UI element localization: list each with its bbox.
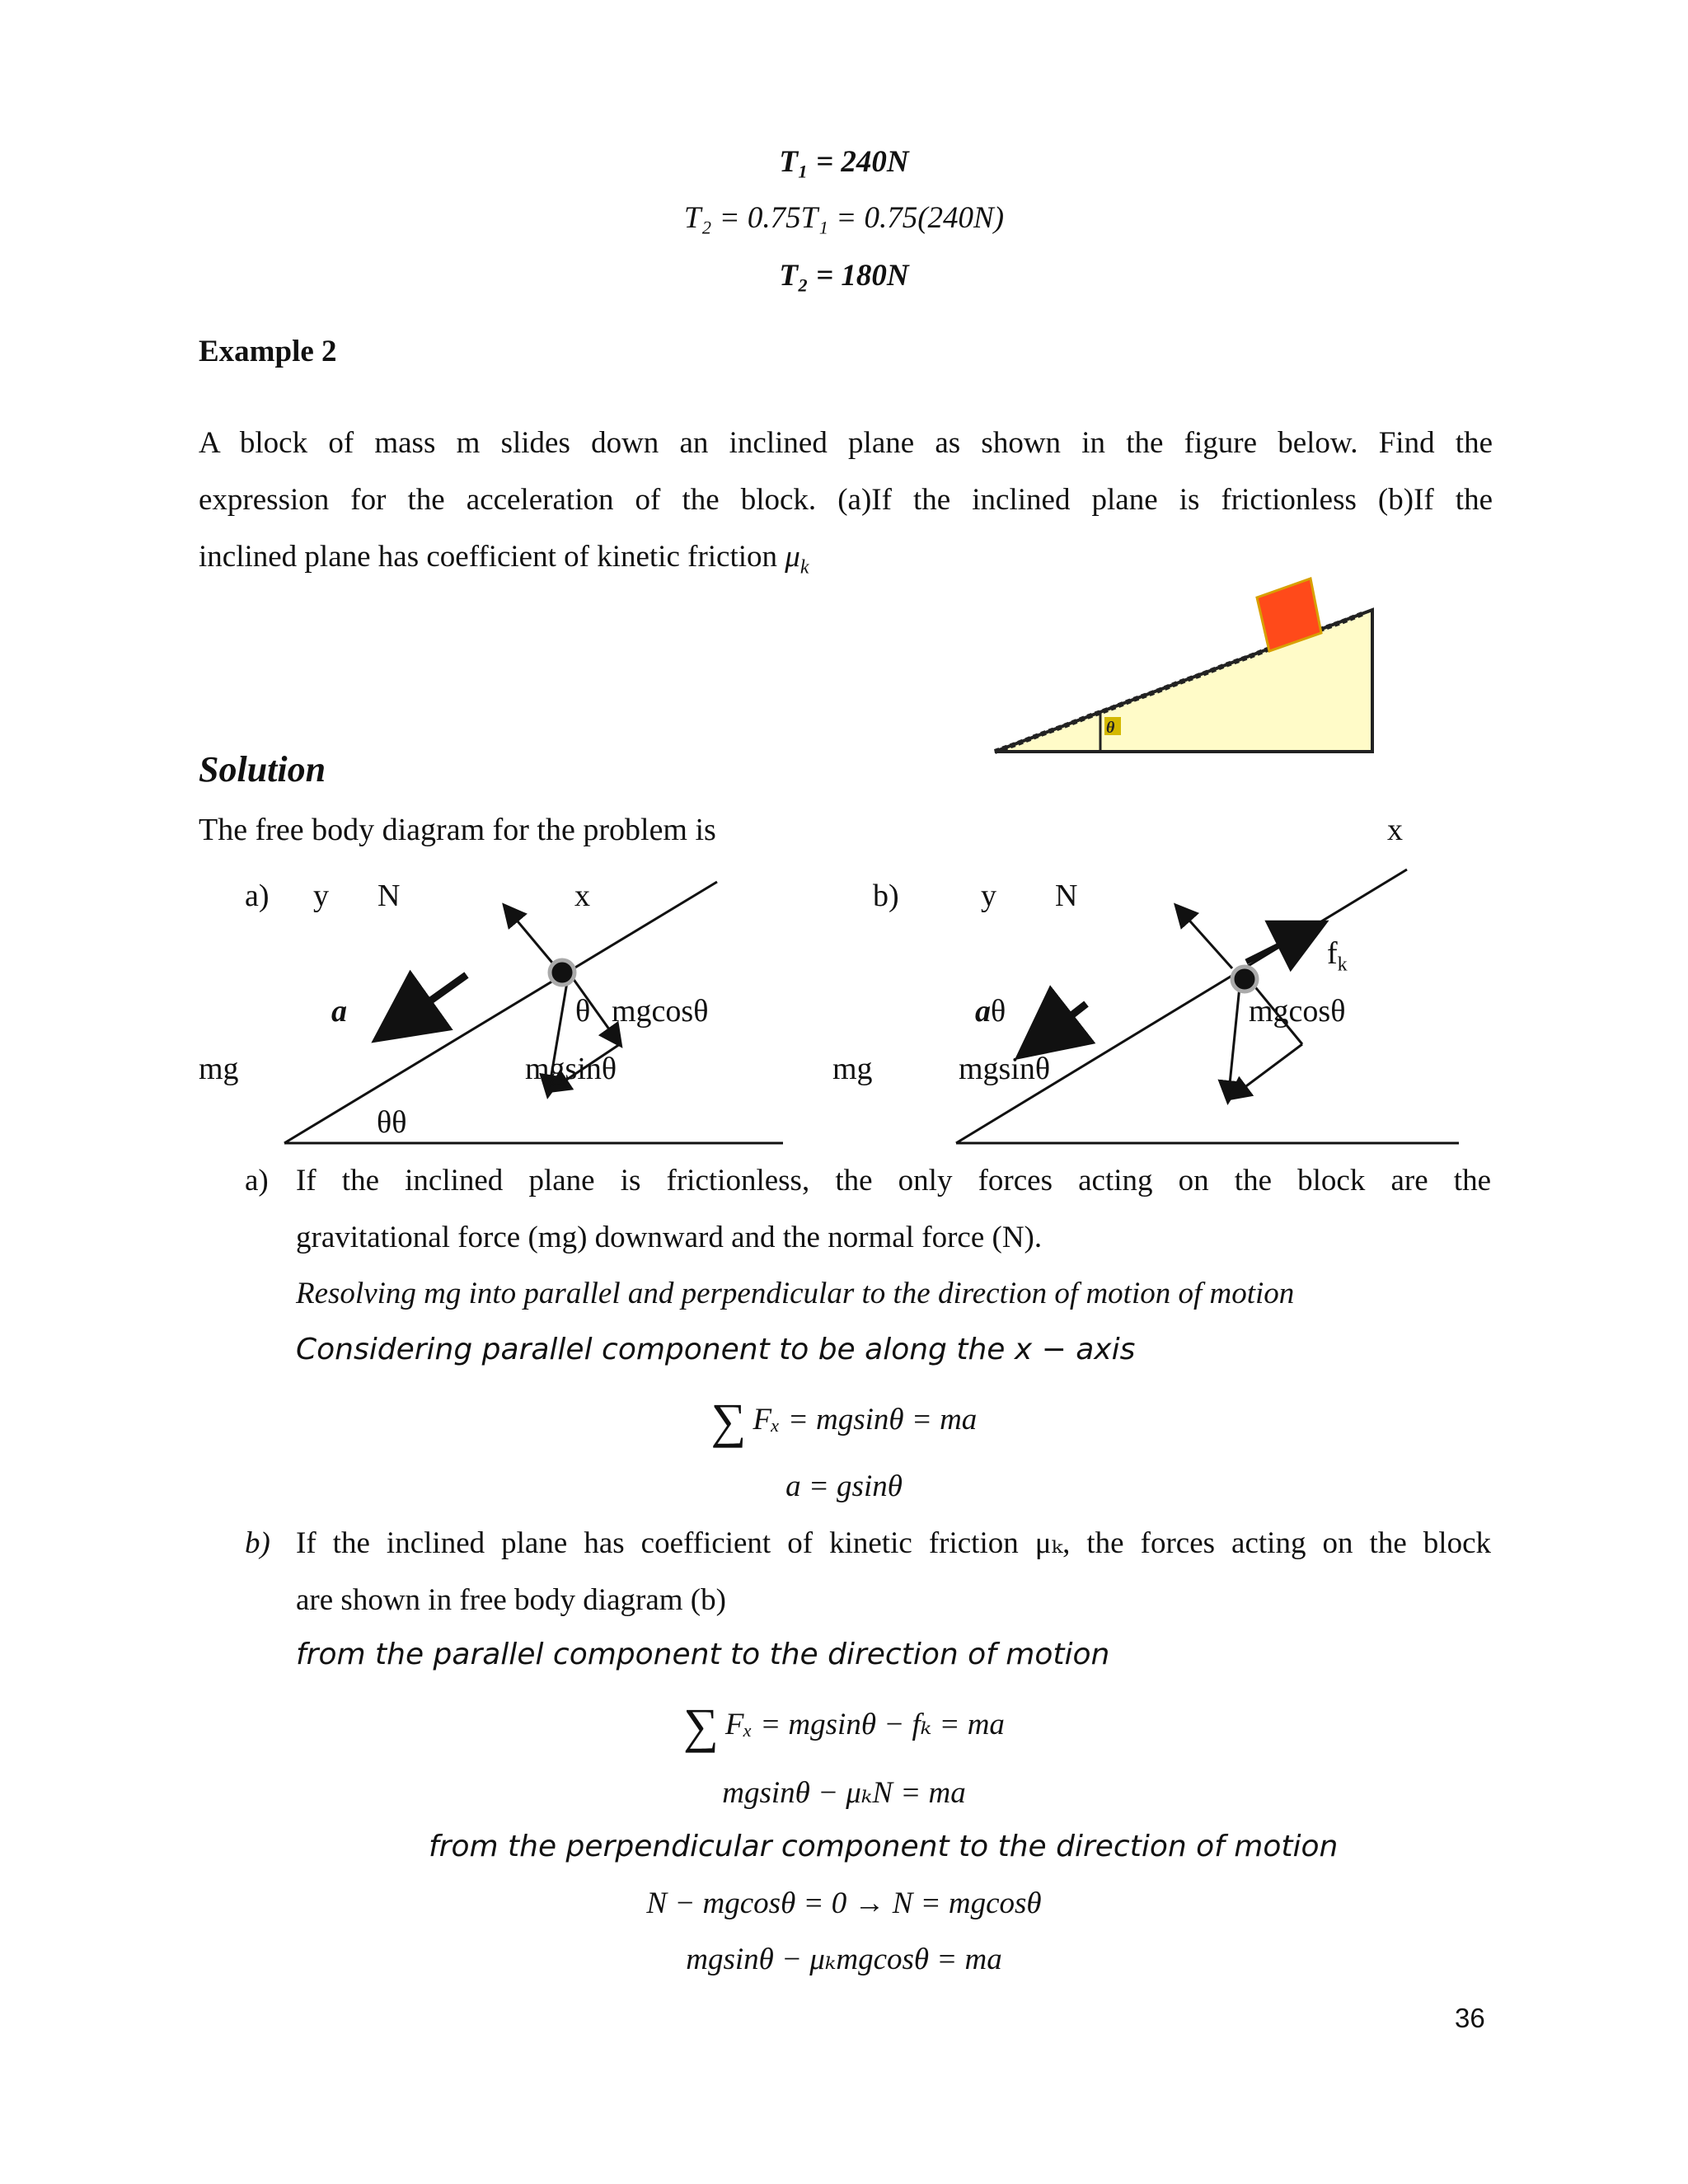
part-b-body [296, 1515, 1491, 1629]
fbd-b-marker: b) [873, 879, 899, 913]
fbd-a-acceleration-label: a [331, 994, 347, 1029]
part-b-equation-2: mgsinθ − μₖN = ma [722, 1776, 966, 1810]
fbd-b-friction-symbol: f [1327, 936, 1338, 971]
sigma-b: ∑ [683, 1699, 719, 1753]
fbd-a-mg-label: mg [199, 1052, 239, 1086]
part-b-equation-sum [0, 1698, 1688, 1755]
fbd-a-x-label: x [574, 879, 590, 913]
part-a-line-2: gravitational force (mg) downward and the normal force (N). [296, 1221, 1043, 1254]
fbd-b-acceleration-arrow [1026, 1004, 1086, 1051]
page-number: 36 [1455, 2003, 1485, 2033]
fbd-b-mgsin-label: mgsinθ [959, 1052, 1051, 1086]
fbd-a-y-label: y [313, 879, 329, 913]
part-a-resolving-text: Resolving mg into parallel and perpendicular to the direction of motion of motion [296, 1277, 1295, 1310]
part-b-equation-1: Fₓ = mgsinθ − fₖ = ma [724, 1708, 1005, 1741]
part-b-parallel-text: from the parallel component to the direction of motion [296, 1638, 1110, 1671]
solution-heading: Solution [199, 749, 326, 790]
equation-t2: T₂ = 180N [779, 259, 909, 293]
fbd-b-acceleration-label [975, 993, 1006, 1029]
problem-line-3-text: inclined plane has coefficient of kinetic friction [199, 540, 785, 574]
part-a-line-1: If the inclined plane is frictionless, the only forces acting on the block are the [296, 1164, 1491, 1197]
problem-line-1: A block of mass m slides down an inclined plane as shown in the figure below. Find the [199, 426, 1493, 460]
fbd-b-normal-arrow [1177, 907, 1232, 968]
part-b-perpendicular-text: from the perpendicular component to the direction of motion [429, 1830, 1339, 1863]
equation-t1: T₁ = 240N [779, 145, 909, 179]
part-a-equation-sum [0, 1393, 1688, 1450]
fbd-intro: The free body diagram for the problem is [199, 813, 716, 847]
problem-statement [199, 415, 1493, 596]
part-a-equation-2: a = gsinθ [785, 1469, 903, 1503]
fbd-b-friction-arrow [1246, 926, 1319, 962]
part-b-line-1: If the inclined plane has coefficient of kinetic friction μₖ, the forces acting on the block [296, 1526, 1491, 1560]
part-a-item [245, 1152, 1539, 1268]
part-a-marker: a) [245, 1164, 269, 1197]
fbd-b-acceleration-symbol: a [975, 994, 991, 1029]
mu-subscript: k [799, 556, 809, 579]
fbd-a-n-label: N [377, 879, 401, 913]
part-b-equation-3: N − mgcosθ = 0 → N = mgcosθ [646, 1886, 1042, 1920]
fbd-b-y-label: y [981, 879, 996, 913]
fbd-b [956, 869, 1459, 1143]
fbd-a-marker: a) [245, 879, 270, 913]
example-heading: Example 2 [199, 335, 337, 368]
stray-x-label: x [1387, 813, 1403, 847]
part-a-equation-1: Fₓ = mgsinθ = ma [753, 1403, 978, 1436]
incline-theta-label: θ [1106, 719, 1115, 737]
fbd-b-friction-label [1327, 935, 1348, 977]
mu-symbol: μ [785, 540, 800, 574]
fbd-b-n-label: N [1055, 879, 1078, 913]
fbd-b-friction-subscript: k [1337, 954, 1348, 976]
part-b-marker: b) [245, 1526, 270, 1560]
incline-figure [985, 577, 1381, 758]
fbd-b-mgsin-arrow [1231, 1044, 1302, 1098]
part-a-parallel-text: Considering parallel component to be along the x − axis [296, 1333, 1136, 1366]
sigma-a: ∑ [710, 1394, 747, 1448]
fbd-a-mgcos-label: mgcosθ [612, 994, 709, 1029]
fbd-a-block-dot [550, 960, 574, 985]
fbd-b-block-dot [1232, 967, 1257, 991]
part-b-line-2: are shown in free body diagram (b) [296, 1583, 726, 1617]
fbd-a-theta-label: θ [575, 994, 591, 1029]
fbd-b-weight-arrow [1228, 978, 1240, 1100]
fbd-b-mgcos-label: mgcosθ [1249, 994, 1346, 1029]
fbd-a-acceleration-arrow [383, 975, 467, 1034]
part-b-equation-4: mgsinθ − μₖmgcosθ = ma [686, 1943, 1002, 1976]
fbd-a-theta-angle-label: θθ [377, 1105, 407, 1140]
fbd-b-mg-label: mg [832, 1052, 873, 1086]
fbd-a-mgsin-label: mgsinθ [525, 1052, 617, 1086]
part-a-body [296, 1152, 1491, 1266]
fbd-b-theta-label: θ [991, 994, 1006, 1029]
part-b-item [245, 1515, 1539, 1630]
equation-t2-derivation: T₂ = 0.75T₁ = 0.75(240N) [683, 201, 1005, 235]
problem-line-2: expression for the acceleration of the block. (a)If the inclined plane is frictionless (b)If the [199, 483, 1493, 517]
